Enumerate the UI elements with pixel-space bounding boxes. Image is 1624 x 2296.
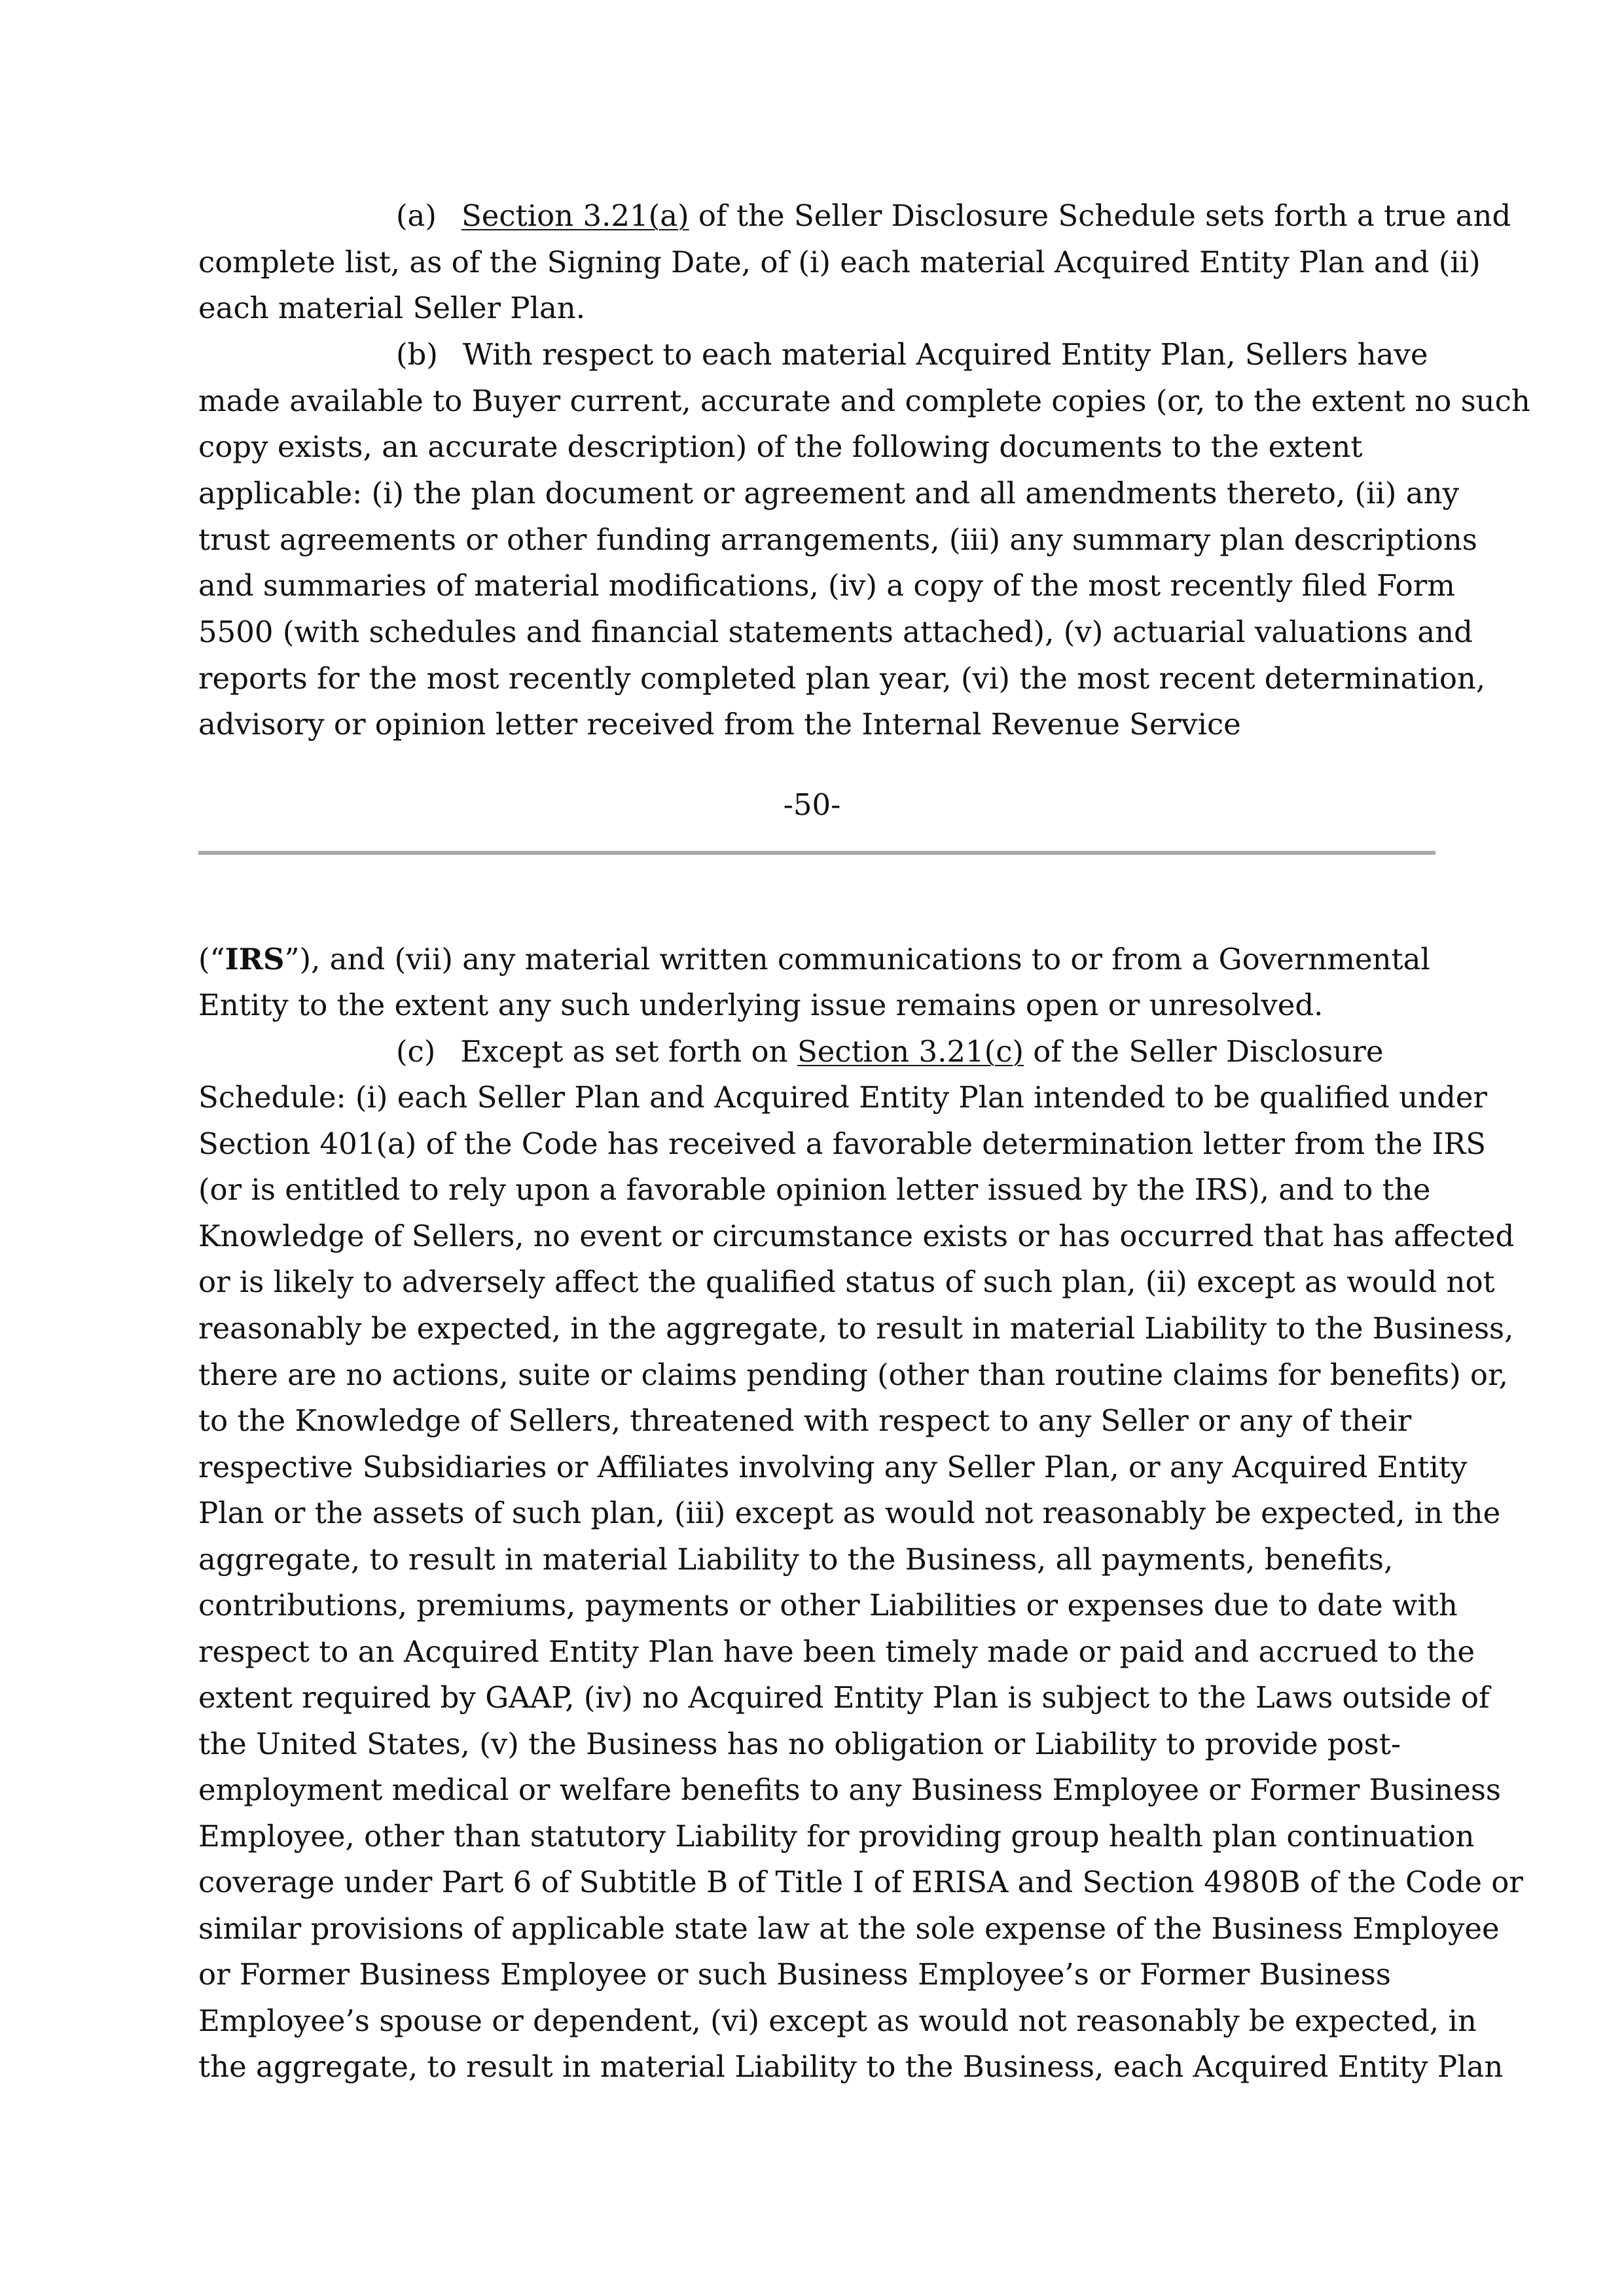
para-a-label: (a) <box>396 198 437 233</box>
continuation-line-1 <box>198 940 1430 979</box>
para-b-line-3: copy exists, an accurate description) of the following documents to the extent <box>198 429 1363 464</box>
para-c-line: contributions, premiums, payments or other Liabilities or expenses due to date with <box>198 1588 1458 1623</box>
page-number: -50- <box>783 787 841 822</box>
para-c-line: aggregate, to result in material Liability to the Business, all payments, benefits, <box>198 1542 1394 1577</box>
para-c-line: Employee’s spouse or dependent, (vi) except as would not reasonably be expected, in <box>198 2003 1477 2038</box>
continuation-line-2: Entity to the extent any such underlying issue remains open or unresolved. <box>198 988 1324 1022</box>
page-break-divider <box>198 851 1435 855</box>
para-b-line-2: made available to Buyer current, accurate and complete copies (or, to the extent no such <box>198 384 1530 418</box>
para-c-line: respect to an Acquired Entity Plan have been timely made or paid and accrued to the <box>198 1634 1475 1669</box>
para-c-line: Schedule: (i) each Seller Plan and Acquired Entity Plan intended to be qualified under <box>198 1080 1488 1115</box>
para-c-line-1-rest: of the Seller Disclosure <box>1023 1034 1384 1069</box>
para-a-line-2: complete list, as of the Signing Date, of (i) each material Acquired Entity Plan and (ii) <box>198 245 1481 279</box>
para-c-line: (or is entitled to rely upon a favorable opinion letter issued by the IRS), and to the <box>198 1172 1431 1207</box>
para-c-line: Plan or the assets of such plan, (iii) except as would not reasonably be expected, in the <box>198 1496 1501 1530</box>
para-c-line: reasonably be expected, in the aggregate, to result in material Liability to the Business, <box>198 1311 1514 1346</box>
para-c-line: there are no actions, suite or claims pending (other than routine claims for benefits) or, <box>198 1357 1508 1392</box>
para-b-line-1 <box>396 335 1428 374</box>
para-c-line: extent required by GAAP, (iv) no Acquired Entity Plan is subject to the Laws outside of <box>198 1680 1490 1715</box>
para-b-line-8: reports for the most recently completed plan year, (vi) the most recent determination, <box>198 661 1486 696</box>
para-b-label: (b) <box>396 337 438 372</box>
para-a-line-3: each material Seller Plan. <box>198 291 586 325</box>
para-c-line: to the Knowledge of Sellers, threatened with respect to any Seller or any of their <box>198 1403 1412 1438</box>
para-c-line: Section 401(a) of the Code has received a favorable determination letter from the IRS <box>198 1126 1487 1161</box>
para-c-line: the aggregate, to result in material Liability to the Business, each Acquired Entity Plan <box>198 2049 1504 2084</box>
continuation-line-1-text: ”), and (vii) any material written communications to or from a Governmental <box>284 942 1430 977</box>
irs-defined-term: IRS <box>225 942 285 977</box>
para-b-line-4: applicable: (i) the plan document or agreement and all amendments thereto, (ii) any <box>198 476 1459 511</box>
para-c-line: similar provisions of applicable state law at the sole expense of the Business Employee <box>198 1911 1500 1946</box>
para-b-line-5: trust agreements or other funding arrangements, (iii) any summary plan descriptions <box>198 522 1477 557</box>
para-c-line: coverage under Part 6 of Subtitle B of Title I of ERISA and Section 4980B of the Code or <box>198 1865 1523 1899</box>
para-c-line: the United States, (v) the Business has no obligation or Liability to provide post- <box>198 1727 1401 1761</box>
open-quote: (“ <box>198 942 225 977</box>
para-c-line: or is likely to adversely affect the qualified status of such plan, (ii) except as would not <box>198 1265 1495 1299</box>
para-c-line-1-pre: Except as set forth on <box>460 1034 797 1069</box>
section-3-21-a-reference: Section 3.21(a) <box>461 198 689 233</box>
para-c-line: employment medical or welfare benefits to any Business Employee or Former Business <box>198 1772 1502 1807</box>
para-b-line-6: and summaries of material modifications, (iv) a copy of the most recently filed Form <box>198 568 1455 603</box>
para-b-line-1-text: With respect to each material Acquired Entity Plan, Sellers have <box>462 337 1428 372</box>
para-c-line: Knowledge of Sellers, no event or circumstance exists or has occurred that has affected <box>198 1219 1515 1253</box>
para-b-line-7: 5500 (with schedules and financial statements attached), (v) actuarial valuations and <box>198 615 1473 649</box>
para-c-line-1 <box>396 1032 1383 1071</box>
para-c-line: respective Subsidiaries or Affiliates involving any Seller Plan, or any Acquired Entity <box>198 1450 1468 1484</box>
para-b-line-9: advisory or opinion letter received from the Internal Revenue Service <box>198 707 1241 742</box>
section-3-21-c-reference: Section 3.21(c) <box>797 1034 1024 1069</box>
para-c-line: or Former Business Employee or such Business Employee’s or Former Business <box>198 1957 1391 1992</box>
para-c-label: (c) <box>396 1034 436 1069</box>
para-c-line: Employee, other than statutory Liability for providing group health plan continuation <box>198 1819 1475 1854</box>
para-a-line-1 <box>396 196 1511 236</box>
para-a-line-1-text: of the Seller Disclosure Schedule sets forth a true and <box>689 198 1511 233</box>
